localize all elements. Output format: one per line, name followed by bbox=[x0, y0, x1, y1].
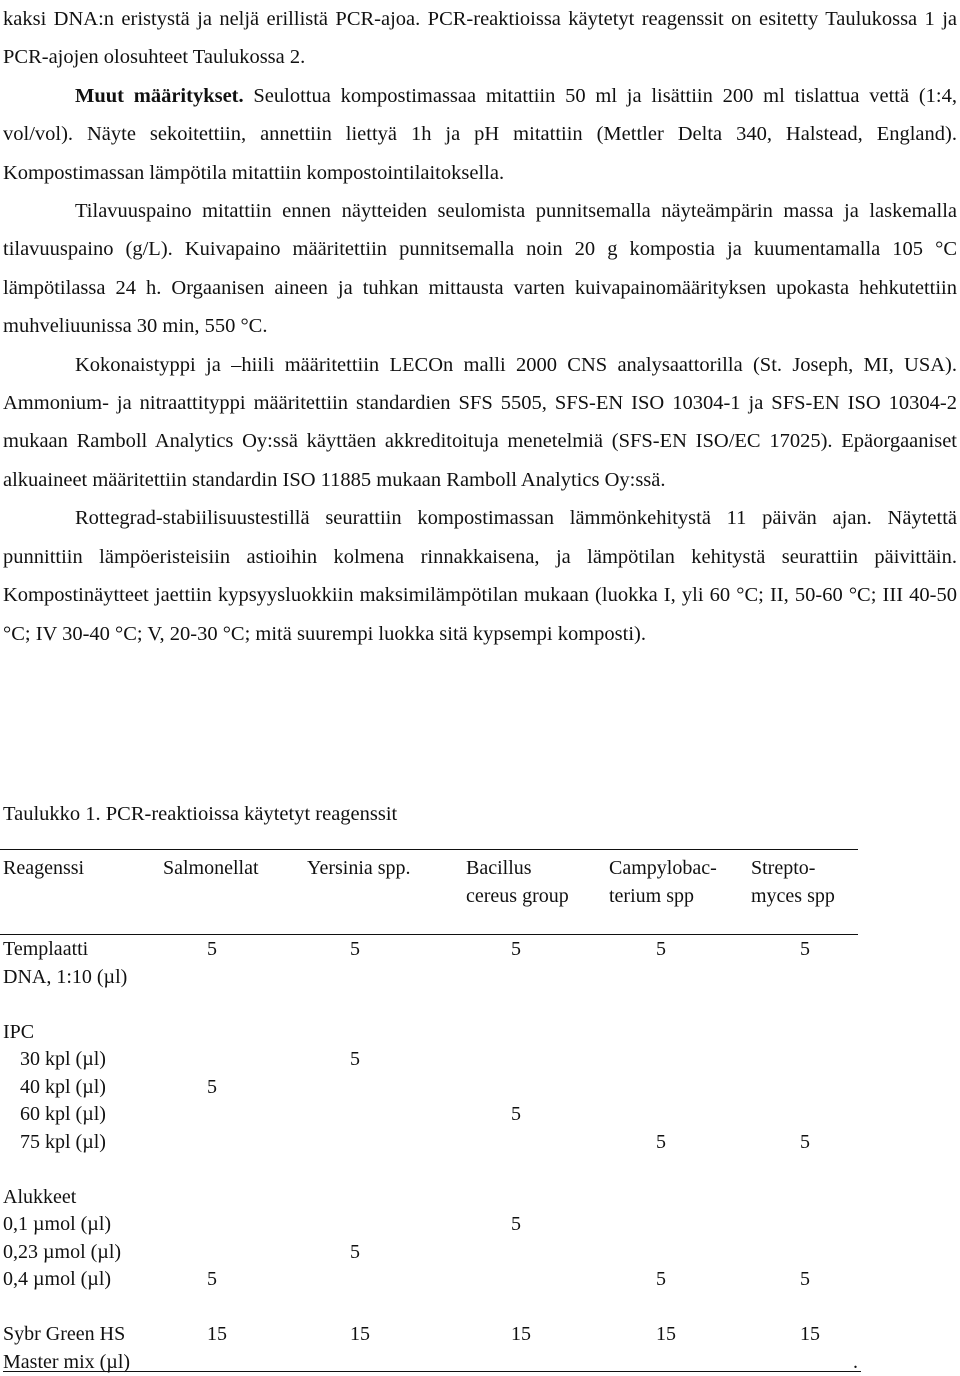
header-cell: Campylobac- bbox=[609, 855, 717, 883]
table-row bbox=[3, 1129, 861, 1157]
table-cell: 5 bbox=[800, 1129, 810, 1157]
header-cell: terium spp bbox=[609, 883, 694, 911]
paragraph-heading: Muut määritykset. bbox=[75, 85, 244, 107]
header-cell: myces spp bbox=[751, 883, 835, 911]
table-cell: 5 bbox=[350, 1239, 360, 1267]
table-cell: 5 bbox=[350, 936, 360, 964]
table-header-row-2 bbox=[3, 883, 861, 911]
table-row bbox=[3, 1294, 861, 1322]
row-label: Master mix (µl) bbox=[3, 1349, 130, 1376]
table-cell: 5 bbox=[207, 1074, 217, 1102]
body-paragraph bbox=[3, 77, 957, 192]
header-cell: Strepto- bbox=[751, 855, 815, 883]
table-row bbox=[3, 991, 861, 1019]
table-row bbox=[3, 964, 861, 992]
table-cell: 5 bbox=[511, 936, 521, 964]
table-row bbox=[3, 1156, 861, 1184]
header-cell: cereus group bbox=[466, 883, 569, 911]
table-row bbox=[3, 936, 861, 964]
table-cell: 5 bbox=[511, 1211, 521, 1239]
table-cell: 5 bbox=[656, 936, 666, 964]
table-row bbox=[3, 1074, 861, 1102]
row-label: DNA, 1:10 (µl) bbox=[3, 964, 127, 992]
body-paragraph bbox=[3, 346, 957, 500]
paragraph-text: Seulottua kompostimassaa mitattiin 50 ml ja lisättiin 200 ml tislattua vettä (1:4, vol/vol). Näyte sekoitettiin, annettiin liettyä 1h ja pH mitattiin (Mettler Delta 340, Halstead, England). Kompostimassan lämpötila mitattiin kompostointilaitoksella. bbox=[3, 85, 957, 184]
table-cell: 5 bbox=[511, 1101, 521, 1129]
body-paragraph bbox=[3, 0, 957, 77]
header-spacer bbox=[3, 910, 861, 936]
paragraph-text: Tilavuuspaino mitattiin ennen näytteiden seulomista punnitsemalla näyteämpärin massa ja laskemalla tilavuuspaino (g/L). Kuivapaino määritettiin punnitsemalla noin 20 g kompostia ja kuumentamalla 105 °C lämpötilassa 24 h. Orgaanisen aineen ja tuhkan mittausta varten kuivapainomäärityksen upokasta hehkutettiin muhveliuunissa 30 min, 550 °C. bbox=[3, 200, 957, 337]
table-cell: 5 bbox=[656, 1266, 666, 1294]
table-row bbox=[3, 1266, 861, 1294]
header-cell: Reagenssi bbox=[3, 855, 84, 883]
table-cell: 15 bbox=[800, 1321, 820, 1349]
body-paragraph bbox=[3, 499, 957, 653]
paragraph-text: Rottegrad-stabiilisuustestillä seurattiin kompostimassan lämmönkehitystä 11 päivän ajan. Näytettä punnittiin lämpöeristeisiin astioihin kolmena rinnakkaisena, ja lämpötilan kehitystä seurattiin päivittäin. Kompostinäytteet jaettiin kypsyysluokkiin maksimilämpötilan mukaan (luokka I, yli 60 °C; II, 50-60 °C; III 40-50 °C; IV 30-40 °C; V, 20-30 °C; mitä suurempi luokka sitä kypsempi komposti). bbox=[3, 507, 957, 644]
table-row bbox=[3, 1349, 861, 1376]
table-cell: 5 bbox=[800, 1266, 810, 1294]
body-paragraph bbox=[3, 192, 957, 346]
row-label: 40 kpl (µl) bbox=[20, 1074, 106, 1102]
row-label: Alukkeet bbox=[3, 1184, 76, 1212]
table-row bbox=[3, 1239, 861, 1267]
table-body bbox=[3, 936, 861, 1376]
table-cell: 5 bbox=[207, 1266, 217, 1294]
table-caption: Taulukko 1. PCR-reaktioissa käytetyt reagenssit bbox=[3, 800, 397, 828]
document-body bbox=[3, 0, 957, 653]
header-cell: Yersinia spp. bbox=[307, 855, 411, 883]
table-row bbox=[3, 1211, 861, 1239]
table-row bbox=[3, 1101, 861, 1129]
table-cell: 15 bbox=[350, 1321, 370, 1349]
header-cell: Salmonellat bbox=[163, 855, 259, 883]
table-row bbox=[3, 1046, 861, 1074]
table-header-row-1 bbox=[3, 855, 861, 883]
table-bottom-rule bbox=[3, 1371, 861, 1372]
row-label: Sybr Green HS bbox=[3, 1321, 125, 1349]
row-label: 30 kpl (µl) bbox=[20, 1046, 106, 1074]
table-row bbox=[3, 1184, 861, 1212]
table-cell: 5 bbox=[207, 936, 217, 964]
table-row bbox=[3, 1019, 861, 1047]
paragraphs bbox=[3, 0, 957, 653]
row-label: 60 kpl (µl) bbox=[20, 1101, 106, 1129]
table-header-rule bbox=[0, 934, 858, 935]
table-end-mark: . bbox=[853, 1349, 858, 1376]
table-cell: 15 bbox=[511, 1321, 531, 1349]
row-label: 0,4 µmol (µl) bbox=[3, 1266, 111, 1294]
table-row bbox=[3, 1321, 861, 1349]
table-cell: 15 bbox=[656, 1321, 676, 1349]
table-cell: 5 bbox=[800, 936, 810, 964]
paragraph-text: Kokonaistyppi ja –hiili määritettiin LECOn malli 2000 CNS analysaattorilla (St. Joseph, MI, USA). Ammonium- ja nitraattityppi määritettiin standardien SFS 5505, SFS-EN ISO 10304-1 ja SFS-EN ISO 10304-2 mukaan Ramboll Analytics Oy:ssä käyttäen akkreditoituja menetelmiä (SFS-EN ISO/EC 17025). Epäorgaaniset alkuaineet määritettiin standardin ISO 11885 mukaan Ramboll Analytics Oy:ssä. bbox=[3, 354, 957, 491]
paragraph-text: kaksi DNA:n eristystä ja neljä erillistä PCR-ajoa. PCR-reaktioissa käytetyt reagenssit on esitetty Taulukossa 1 ja PCR-ajojen olosuhteet Taulukossa 2. bbox=[3, 8, 957, 68]
table-cell: 5 bbox=[656, 1129, 666, 1157]
row-label: 75 kpl (µl) bbox=[20, 1129, 106, 1157]
row-label: IPC bbox=[3, 1019, 34, 1047]
row-label: 0,1 µmol (µl) bbox=[3, 1211, 111, 1239]
table-top-rule bbox=[0, 849, 858, 850]
row-label: 0,23 µmol (µl) bbox=[3, 1239, 121, 1267]
header-cell: Bacillus bbox=[466, 855, 532, 883]
table-cell: 5 bbox=[350, 1046, 360, 1074]
table-cell: 15 bbox=[207, 1321, 227, 1349]
row-label: Templaatti bbox=[3, 936, 88, 964]
